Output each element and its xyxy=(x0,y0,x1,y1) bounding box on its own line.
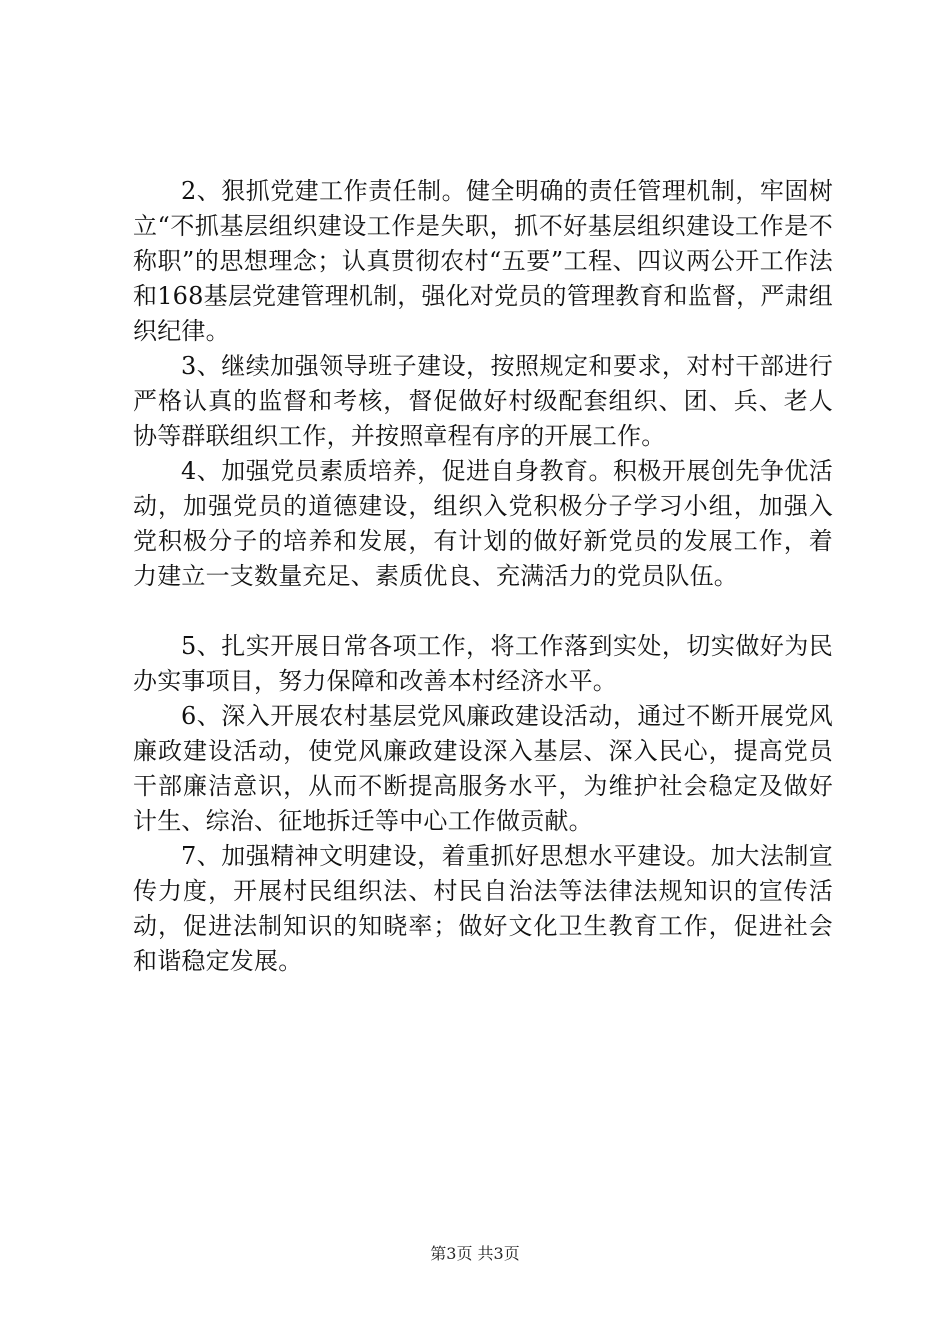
paragraph-item-6: 6、深入开展农村基层党风廉政建设活动，通过不断开展党风廉政建设活动，使党风廉政建设深入基层、深入民心，提高党员干部廉洁意识，从而不断提高服务水平，为维护社会稳定及做好计生、综治、征地拆迁等中心工作做贡献。 xyxy=(133,702,833,835)
paragraph-item-7: 7、加强精神文明建设，着重抓好思想水平建设。加大法制宣传力度，开展村民组织法、村民自治法等法律法规知识的宣传活动，促进法制知识的知晓率；做好文化卫生教育工作，促进社会和谐稳定发展。 xyxy=(133,842,833,975)
paragraph-item-4: 4、加强党员素质培养，促进自身教育。积极开展创先争优活动，加强党员的道德建设，组织入党积极分子学习小组，加强入党积极分子的培养和发展，有计划的做好新党员的发展工作，着力建立一支数量充足、素质优良、充满活力的党员队伍。 xyxy=(133,457,833,590)
paragraph-item-3: 3、继续加强领导班子建设，按照规定和要求，对村干部进行严格认真的监督和考核，督促做好村级配套组织、团、兵、老人协等群联组织工作，并按照章程有序的开展工作。 xyxy=(133,352,833,450)
paragraph-item-5: 5、扎实开展日常各项工作，将工作落到实处，切实做好为民办实事项目，努力保障和改善本村经济水平。 xyxy=(133,632,833,695)
page-number-footer: 第3页 共3页 xyxy=(430,1244,520,1263)
document-body xyxy=(133,174,833,979)
paragraph-item-2: 2、狠抓党建工作责任制。健全明确的责任管理机制，牢固树立“不抓基层组织建设工作是失职，抓不好基层组织建设工作是不称职”的思想理念；认真贯彻农村“五要”工程、四议两公开工作法和168基层党建管理机制，强化对党员的管理教育和监督，严肃组织纪律。 xyxy=(133,177,833,345)
